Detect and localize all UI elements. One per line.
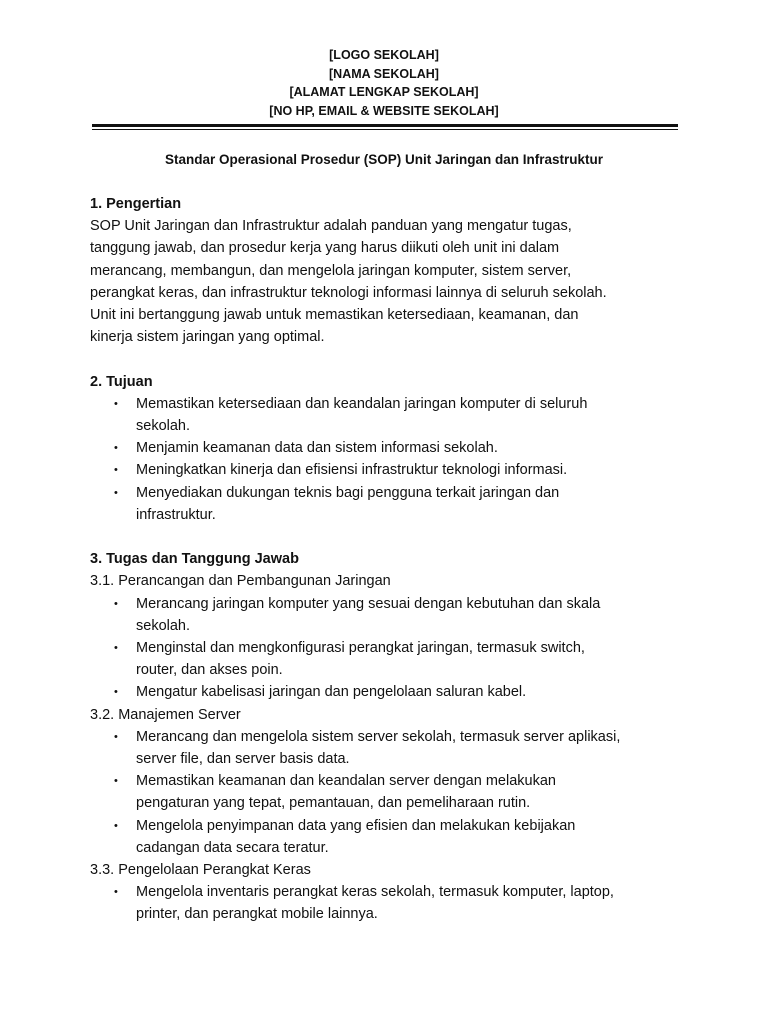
section-heading-pengertian: 1. Pengertian (90, 196, 182, 212)
paragraph-line: merancang, membangun, dan mengelola jaringan komputer, sistem server, (90, 262, 572, 279)
section-heading-tugas: 3. Tugas dan Tanggung Jawab (90, 551, 299, 568)
list-item (90, 881, 680, 925)
letterhead-divider-thin (92, 129, 678, 130)
bullet-icon: • (114, 464, 118, 477)
list-item-line: Menjamin keamanan data dan sistem informasi sekolah. (136, 440, 498, 457)
list-item-line: Merancang dan mengelola sistem server sekolah, termasuk server aplikasi, (136, 728, 621, 745)
letterhead-contact: [NO HP, EMAIL & WEBSITE SEKOLAH] (269, 104, 499, 119)
list-item (90, 770, 680, 814)
list-item-line: server file, dan server basis data. (136, 751, 350, 768)
bullet-icon: • (114, 730, 118, 743)
list-jaringan (90, 593, 680, 704)
letterhead-divider-thick (92, 124, 678, 127)
list-item-line: router, dan akses poin. (136, 662, 283, 679)
paragraph-line: kinerja sistem jaringan yang optimal. (90, 329, 325, 346)
bullet-icon: • (114, 886, 118, 899)
list-item-line: sekolah. (136, 617, 191, 634)
document-body (90, 193, 680, 926)
list-tujuan (90, 393, 680, 526)
list-item (90, 593, 680, 637)
list-item-line: Meningkatkan kinerja dan efisiensi infrastruktur teknologi informasi. (136, 462, 568, 479)
list-item-line: cadangan data secara teratur. (136, 839, 329, 856)
list-item-line: Menginstal dan mengkonfigurasi perangkat jaringan, termasuk switch, (136, 640, 585, 657)
list-item-line: infrastruktur. (136, 506, 216, 523)
bullet-icon: • (114, 642, 118, 655)
subsection-heading-perangkat-keras: 3.3. Pengelolaan Perangkat Keras (90, 862, 311, 879)
letterhead-school-name: [NAMA SEKOLAH] (329, 66, 439, 81)
list-item-line: Memastikan keamanan dan keandalan server dengan melakukan (136, 773, 556, 790)
bullet-icon: • (114, 819, 118, 832)
list-item (90, 681, 680, 703)
bullet-icon: • (114, 486, 118, 499)
paragraph-line: perangkat keras, dan infrastruktur teknologi informasi lainnya di seluruh sekolah. (90, 284, 607, 301)
bullet-icon: • (114, 442, 118, 455)
list-item (90, 726, 680, 770)
list-item-line: pengaturan yang tepat, pemantauan, dan pemeliharaan rutin. (136, 795, 531, 812)
list-item (90, 815, 680, 859)
list-item-line: Memastikan ketersediaan dan keandalan jaringan komputer di seluruh (136, 395, 588, 412)
spacer (90, 348, 680, 370)
paragraph-line: SOP Unit Jaringan dan Infrastruktur adalah panduan yang mengatur tugas, (90, 218, 572, 235)
list-perangkat-keras (90, 881, 680, 925)
bullet-icon: • (114, 686, 118, 699)
section-heading-tujuan: 2. Tujuan (90, 373, 153, 390)
letterhead-logo: [LOGO SEKOLAH] (329, 48, 439, 62)
list-item-line: Menyediakan dukungan teknis bagi pengguna terkait jaringan dan (136, 484, 560, 501)
list-item-line: Mengatur kabelisasi jaringan dan pengelolaan saluran kabel. (136, 684, 527, 701)
document-title: Standar Operasional Prosedur (SOP) Unit Jaringan dan Infrastruktur (164, 152, 604, 167)
list-item (90, 393, 680, 437)
list-item (90, 482, 680, 526)
subsection-heading-server: 3.2. Manajemen Server (90, 706, 241, 723)
list-item (90, 637, 680, 681)
letterhead-address: [ALAMAT LENGKAP SEKOLAH] (289, 85, 479, 100)
list-item-line: Mengelola inventaris perangkat keras sekolah, termasuk komputer, laptop, (136, 884, 614, 901)
list-item-line: Merancang jaringan komputer yang sesuai dengan kebutuhan dan skala (136, 595, 601, 612)
bullet-icon: • (114, 397, 118, 410)
paragraph-line: tanggung jawab, dan prosedur kerja yang harus diikuti oleh unit ini dalam (90, 240, 560, 257)
bullet-icon: • (114, 597, 118, 610)
list-server (90, 726, 680, 859)
bullet-icon: • (114, 775, 118, 788)
section-paragraph-pengertian (90, 215, 680, 348)
list-item-line: sekolah. (136, 418, 191, 435)
list-item-line: printer, dan perangkat mobile lainnya. (136, 906, 378, 923)
letterhead (0, 46, 768, 121)
paragraph-line: Unit ini bertanggung jawab untuk memastikan ketersediaan, keamanan, dan (90, 307, 579, 324)
list-item-line: Mengelola penyimpanan data yang efisien dan melakukan kebijakan (136, 817, 576, 834)
list-item (90, 437, 680, 459)
list-item (90, 459, 680, 481)
spacer (90, 526, 680, 548)
subsection-heading-jaringan: 3.1. Perancangan dan Pembangunan Jaringan (90, 573, 391, 590)
